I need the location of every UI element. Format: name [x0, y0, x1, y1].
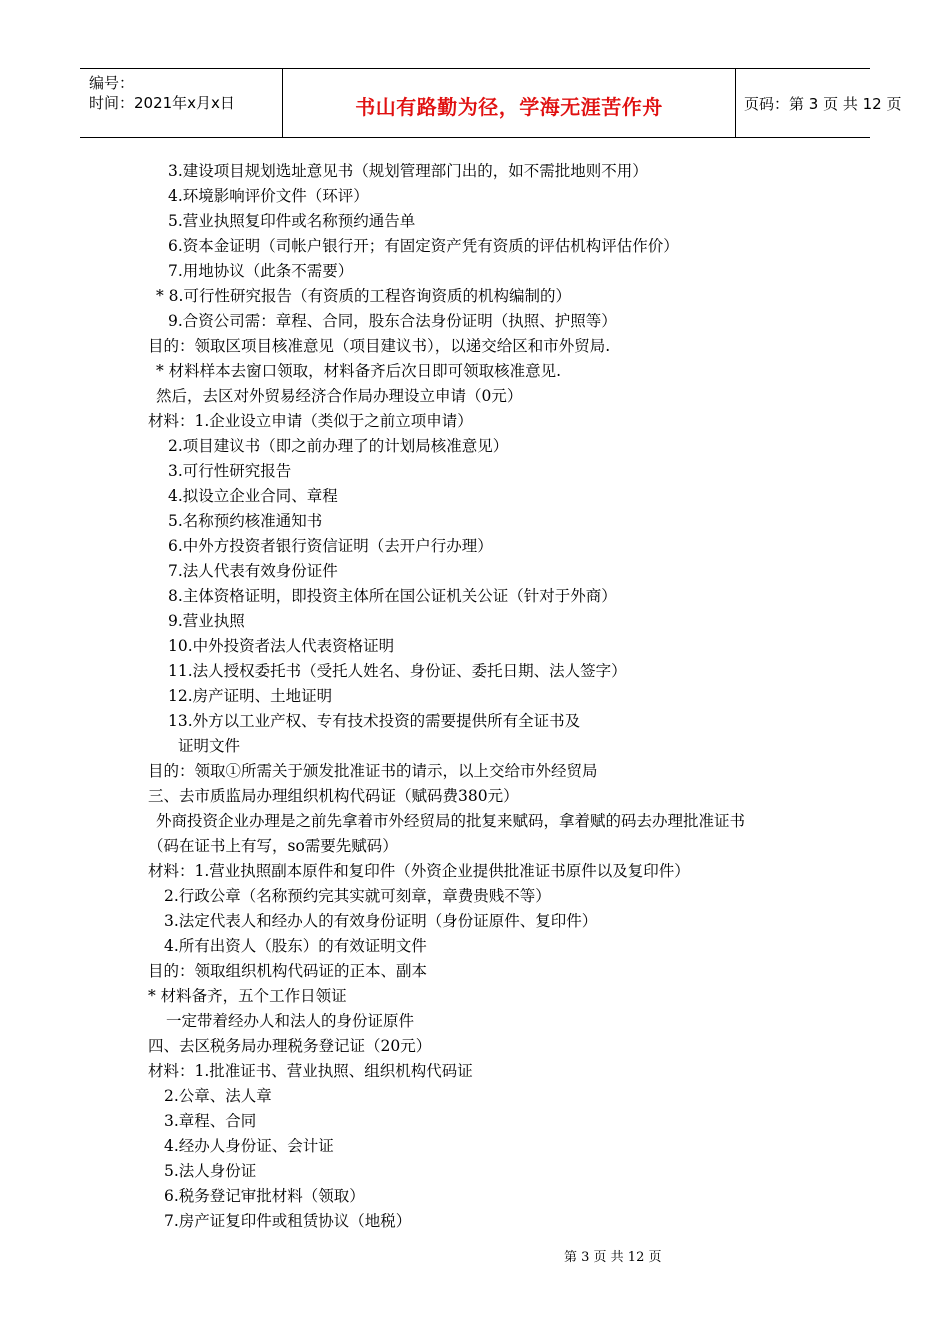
body-line: 5.名称预约核准通知书 — [168, 512, 323, 530]
body-line: 6.中外方投资者银行资信证明（去开户行办理） — [168, 537, 493, 555]
body-line: 4.经办人身份证、会计证 — [164, 1137, 334, 1155]
body-line: 5.营业执照复印件或名称预约通告单 — [168, 212, 416, 230]
section-heading: 四、去区税务局办理税务登记证（20元） — [148, 1037, 432, 1055]
page-header — [80, 68, 902, 138]
body-line: * 材料样本去窗口领取，材料备齐后次日即可领取核准意见. — [156, 362, 562, 380]
page-footer: 第 3 页 共 12 页 — [564, 1250, 662, 1265]
body-line: 目的：领取①所需关于颁发批准证书的请示，以上交给市外经贸局 — [148, 762, 598, 780]
header-info-cell — [80, 69, 283, 137]
body-line: 4.拟设立企业合同、章程 — [168, 487, 338, 505]
body-line: 5.法人身份证 — [164, 1162, 257, 1180]
document-number-label: 编号： — [89, 74, 135, 92]
header-motto-cell — [283, 69, 736, 137]
body-line: 6.税务登记审批材料（领取） — [164, 1187, 365, 1205]
body-line: 8.主体资格证明，即投资主体所在国公证机关公证（针对于外商） — [168, 587, 617, 605]
body-line: 12.房产证明、土地证明 — [168, 687, 333, 705]
body-line: * 8.可行性研究报告（有资质的工程咨询资质的机构编制的） — [156, 287, 571, 305]
body-line: 目的：领取区项目核准意见（项目建议书），以递交给区和市外贸局. — [148, 337, 611, 355]
body-line: 然后，去区对外贸易经济合作局办理设立申请（0元） — [156, 387, 523, 405]
body-line: 6.资本金证明（司帐户银行开；有固定资产凭有资质的评估机构评估作价） — [168, 237, 679, 255]
body-line: 一定带着经办人和法人的身份证原件 — [166, 1012, 415, 1030]
body-line: 3.可行性研究报告 — [168, 462, 292, 480]
body-line: 2.行政公章（名称预约完其实就可刻章，章费贵贱不等） — [164, 887, 551, 905]
body-line: 7.法人代表有效身份证件 — [168, 562, 338, 580]
header-motto: 书山有路勤为径，学海无涯苦作舟 — [355, 95, 663, 119]
body-line: （码在证书上有写，so需要先赋码） — [148, 837, 398, 855]
body-line: 13.外方以工业产权、专有技术投资的需要提供所有全证书及 — [168, 712, 581, 730]
section-heading: 三、去市质监局办理组织机构代码证（赋码费380元） — [148, 787, 519, 805]
body-line: 3.建设项目规划选址意见书（规划管理部门出的，如不需批地则不用） — [168, 162, 648, 180]
body-line: 7.房产证复印件或租赁协议（地税） — [164, 1212, 412, 1230]
body-line: 2.公章、法人章 — [164, 1087, 272, 1105]
body-line: 目的：领取组织机构代码证的正本、副本 — [148, 962, 428, 980]
body-line: 3.章程、合同 — [164, 1112, 257, 1130]
body-line: 7.用地协议（此条不需要） — [168, 262, 354, 280]
body-line: 4.所有出资人（股东）的有效证明文件 — [164, 937, 427, 955]
body-line: 9.营业执照 — [168, 612, 245, 630]
body-line: 材料：1.营业执照副本原件和复印件（外资企业提供批准证书原件以及复印件） — [148, 862, 690, 880]
body-line: 10.中外投资者法人代表资格证明 — [168, 637, 395, 655]
body-line: * 材料备齐，五个工作日领证 — [148, 987, 347, 1005]
body-line: 2.项目建议书（即之前办理了的计划局核准意见） — [168, 437, 509, 455]
body-line: 材料：1.批准证书、营业执照、组织机构代码证 — [148, 1062, 473, 1080]
body-line: 外商投资企业办理是之前先拿着市外经贸局的批复来赋码，拿着赋的码去办理批准证书 — [156, 812, 746, 830]
body-line: 材料：1.企业设立申请（类似于之前立项申请） — [148, 412, 473, 430]
body-line: 9.合资公司需：章程、合同，股东合法身份证明（执照、护照等） — [168, 312, 617, 330]
document-date-label: 时间：2021年x月x日 — [89, 94, 235, 112]
body-line: 11.法人授权委托书（受托人姓名、身份证、委托日期、法人签字） — [168, 662, 627, 680]
body-line: 证明文件 — [178, 737, 241, 755]
body-line: 4.环境影响评价文件（环评） — [168, 187, 369, 205]
body-line: 3.法定代表人和经办人的有效身份证明（身份证原件、复印件） — [164, 912, 598, 930]
header-page-cell — [736, 69, 902, 137]
header-page-number: 页码：第 3 页 共 12 页 — [744, 95, 902, 113]
